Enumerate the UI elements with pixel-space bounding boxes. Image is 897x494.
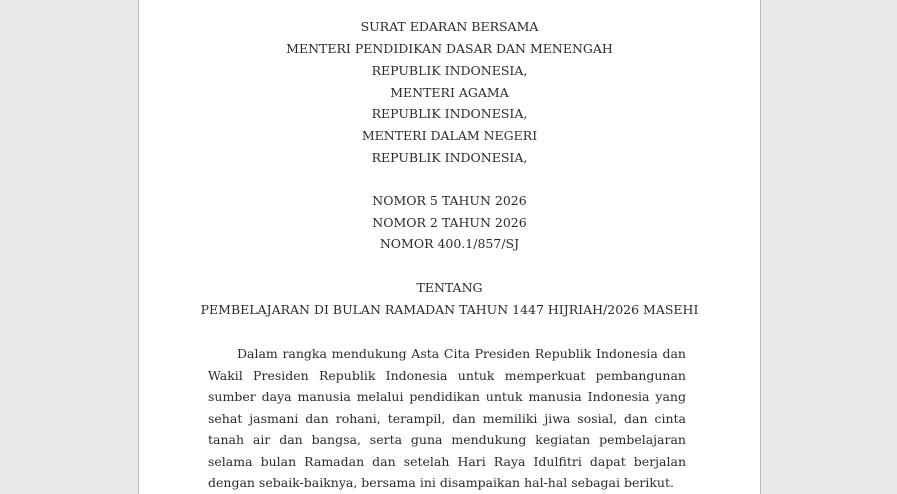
number-line-2: NOMOR 2 TAHUN 2026 [372,215,527,230]
number-line-1: NOMOR 5 TAHUN 2026 [372,193,527,208]
document-page [138,0,761,494]
body-paragraph: Dalam rangka mendukung Asta Cita Presiden Republik Indonesia dan Wakil Presiden Republik Indonesia untuk memperkuat pembangunan sumber daya manusia melalui pendidikan untuk manusia Indonesia yang sehat jasmani dan rohani, terampil, dan memiliki jiwa sosial, dan cinta tanah air dan bangsa, serta guna mendukung kegiatan pembelajaran selama bulan Ramadan dan setelah Hari Raya Idulfitri dapat berjalan dengan sebaik-baiknya, bersama ini disampaikan hal-hal sebagai berikut. [208,346,686,490]
circular-title: SURAT EDARAN BERSAMA [360,19,539,34]
minister-religion-line: MENTERI AGAMA [390,85,509,100]
number-line-3: NOMOR 400.1/857/SJ [379,236,520,251]
subject-label: TENTANG [416,280,483,295]
minister-education-line: MENTERI PENDIDIKAN DASAR DAN MENENGAH [286,41,613,56]
republic-line-2: REPUBLIK INDONESIA, [371,106,528,121]
republic-line-1: REPUBLIK INDONESIA, [371,63,528,78]
subject-title: PEMBELAJARAN DI BULAN RAMADAN TAHUN 1447 HIJRIAH/2026 MASEHI [200,302,699,317]
republic-line-3: REPUBLIK INDONESIA, [371,150,528,165]
minister-home-affairs-line: MENTERI DALAM NEGERI [361,128,538,143]
